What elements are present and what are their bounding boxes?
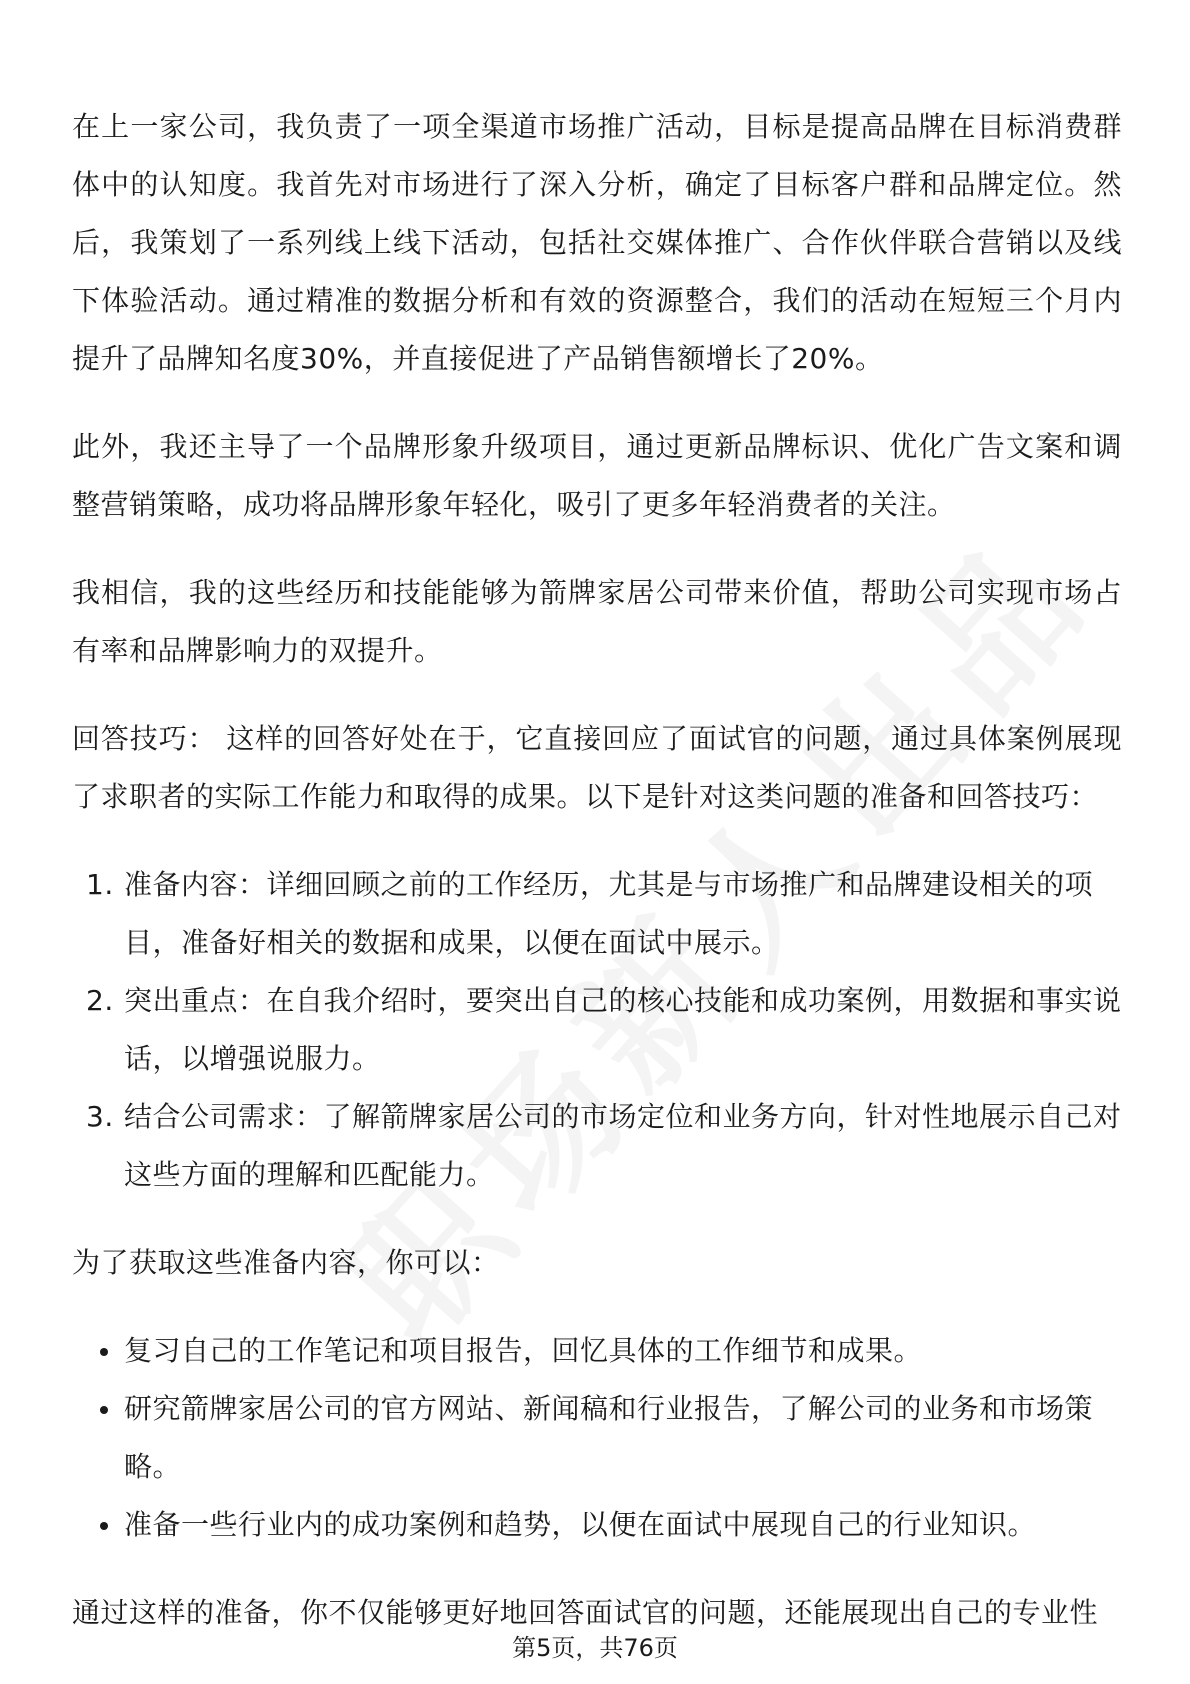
paragraph-belief: 我相信，我的这些经历和技能能够为箭牌家居公司带来价值，帮助公司实现市场占有率和品牌影响力的双提升。 [72, 576, 1122, 667]
list-item [72, 972, 1122, 1088]
page-number-footer: 第5页，共76页 [512, 1634, 678, 1662]
list-number: 2. [86, 984, 114, 1017]
list-item-text: 准备内容：详细回顾之前的工作经历，尤其是与市场推广和品牌建设相关的项目，准备好相关的数据和成果，以便在面试中展示。 [124, 868, 1094, 959]
paragraph-brand-upgrade: 此外，我还主导了一个品牌形象升级项目，通过更新品牌标识、优化广告文案和调整营销策略，成功将品牌形象年轻化，吸引了更多年轻消费者的关注。 [72, 430, 1122, 521]
list-item-text: 结合公司需求：了解箭牌家居公司的市场定位和业务方向，针对性地展示自己对这些方面的理解和匹配能力。 [124, 1100, 1122, 1191]
list-item [72, 1088, 1122, 1204]
list-number: 3. [86, 1100, 114, 1133]
preparation-bullet-list [72, 1322, 1122, 1554]
list-item: 研究箭牌家居公司的官方网站、新闻稿和行业报告，了解公司的业务和市场策略。 [72, 1380, 1122, 1496]
list-number: 1. [86, 868, 114, 901]
list-item: 复习自己的工作笔记和项目报告，回忆具体的工作细节和成果。 [72, 1322, 1122, 1380]
paragraph-conclusion: 通过这样的准备，你不仅能够更好地回答面试官的问题，还能展现出自己的专业性 [72, 1596, 1099, 1629]
paragraph-answer-tips: 回答技巧： 这样的回答好处在于，它直接回应了面试官的问题，通过具体案例展现了求职者的实际工作能力和取得的成果。以下是针对这类问题的准备和回答技巧： [72, 722, 1122, 813]
list-item [72, 856, 1122, 972]
list-item-text: 突出重点：在自我介绍时，要突出自己的核心技能和成功案例，用数据和事实说话，以增强说服力。 [124, 984, 1122, 1075]
paragraph-how-to-prepare: 为了获取这些准备内容，你可以： [72, 1246, 500, 1279]
paragraph-experience: 在上一家公司，我负责了一项全渠道市场推广活动，目标是提高品牌在目标消费群体中的认知度。我首先对市场进行了深入分析，确定了目标客户群和品牌定位。然后，我策划了一系列线上线下活动，包括社交媒体推广、合作伙伴联合营销以及线下体验活动。通过精准的数据分析和有效的资源整合，我们的活动在短短三个月内提升了品牌知名度30%，并直接促进了产品销售额增长了20%。 [72, 110, 1122, 375]
document-body [72, 98, 1122, 1672]
tips-numbered-list [72, 856, 1122, 1204]
list-item: 准备一些行业内的成功案例和趋势，以便在面试中展现自己的行业知识。 [72, 1496, 1122, 1554]
